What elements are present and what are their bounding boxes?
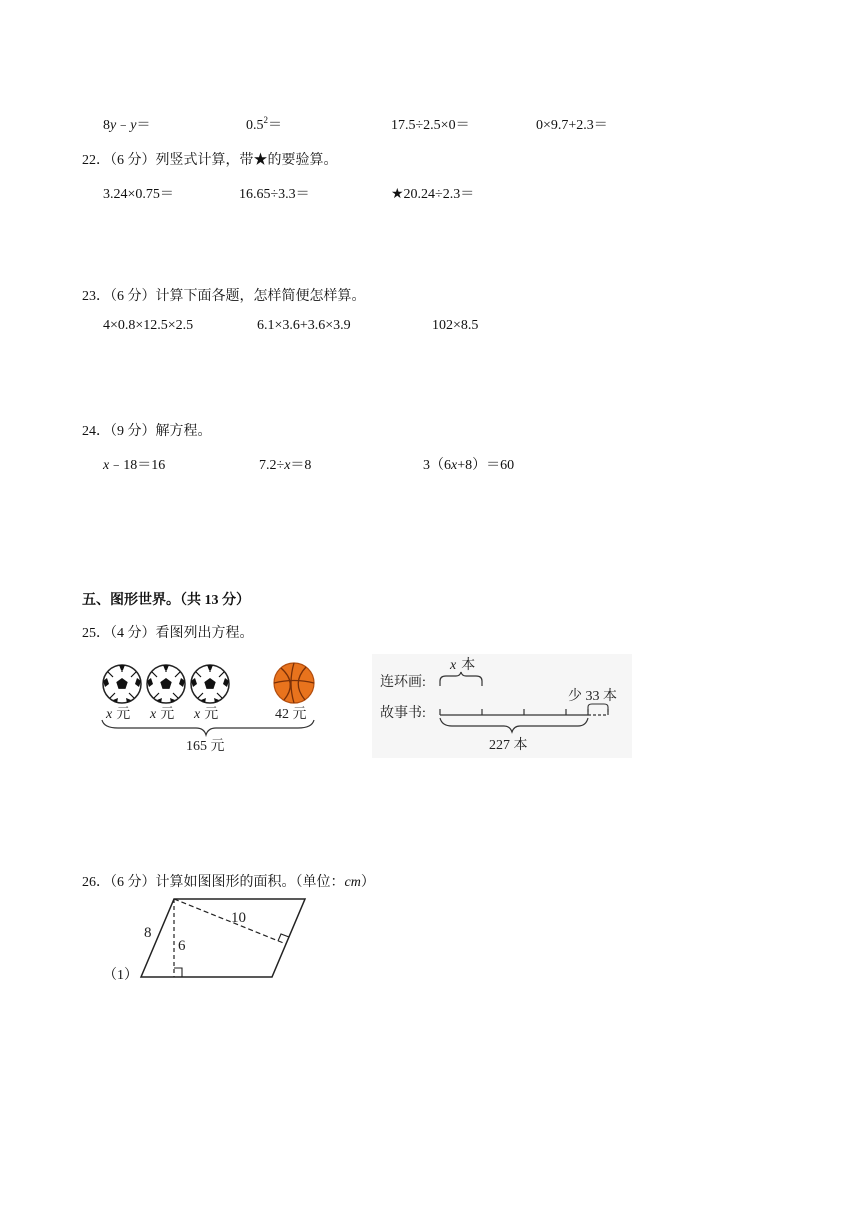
total-brace [102, 720, 314, 735]
unit: cm [344, 875, 361, 890]
var: x [194, 707, 201, 722]
var: x [106, 707, 113, 722]
side-label: 8 [144, 925, 152, 941]
text: ＝ [136, 118, 151, 133]
comic-quantity-label [449, 656, 475, 673]
right-angle-mark [174, 968, 182, 977]
soccer-ball-icon [103, 665, 141, 703]
unit: 元 [116, 707, 131, 722]
var: y [130, 118, 137, 133]
var: x [103, 458, 110, 473]
unit: 元 [204, 707, 219, 722]
height-label: 6 [178, 938, 186, 954]
text: ＝8 [290, 458, 312, 473]
q23-title: 23．（6 分）计算下面各题，怎样简便怎样算。 [82, 289, 366, 304]
story-label: 故事书: [380, 706, 426, 721]
story-total-label: 227 本 [489, 738, 528, 753]
text: ﹣18＝16 [109, 458, 166, 473]
text: ﹣ [116, 118, 131, 133]
soccer-ball-icon [191, 665, 229, 703]
text: +8）＝60 [457, 458, 515, 473]
parallelogram-figure [135, 892, 315, 984]
figure-label: （1） [103, 968, 138, 983]
balls-figure [98, 658, 328, 758]
ball-price-label [105, 706, 130, 722]
soccer-ball-icon [147, 665, 185, 703]
section-5-title: 五、图形世界。（共 13 分） [82, 593, 250, 608]
q25-title: 25．（4 分）看图列出方程。 [82, 626, 254, 641]
text: ） [360, 875, 375, 890]
text: 26．（6 分）计算如图图形的面积。（单位： [82, 875, 345, 890]
q24-title: 24．（9 分）解方程。 [82, 424, 212, 439]
q23-item-2: 6.1×3.6+3.6×3.9 [257, 318, 351, 333]
q22-item-1: 3.24×0.75＝ [103, 187, 174, 202]
text: 0.5 [246, 118, 264, 133]
var: x [150, 707, 157, 722]
ball-price-label [193, 706, 218, 722]
total-price-label: 165 元 [186, 739, 225, 754]
diagonal-height-line [174, 899, 286, 944]
basketball-price-label: 42 元 [275, 707, 307, 722]
q23-item-3: 102×8.5 [432, 318, 479, 333]
var: x [451, 458, 458, 473]
unit: 本 [461, 658, 476, 673]
oral-calc-3: 17.5÷2.5×0＝ [391, 118, 470, 133]
text: 7.2÷ [259, 458, 285, 473]
text: 8 [103, 118, 110, 133]
q22-item-3: ★20.24÷2.3＝ [391, 187, 475, 202]
q22-item-2: 16.65÷3.3＝ [239, 187, 310, 202]
comic-label: 连环画: [380, 675, 426, 690]
var: x [284, 458, 291, 473]
q26-title [82, 871, 375, 891]
ball-price-label [149, 706, 174, 722]
oral-calc-1 [103, 114, 150, 134]
basketball-icon [274, 663, 314, 703]
q24-eq-1 [103, 454, 165, 474]
q24-eq-3 [423, 454, 514, 474]
unit: 元 [160, 707, 175, 722]
oral-calc-2 [246, 114, 282, 134]
text: 3（6 [423, 458, 451, 473]
diagonal-label: 10 [231, 910, 246, 926]
q22-title: 22．（6 分）列竖式计算，带★的要验算。 [82, 153, 338, 168]
exponent: 2 [263, 115, 268, 125]
q23-item-1: 4×0.8×12.5×2.5 [103, 318, 194, 333]
books-figure [372, 654, 632, 758]
oral-calc-4: 0×9.7+2.3＝ [536, 118, 608, 133]
less-label: 少 33 本 [568, 689, 617, 704]
q24-eq-2 [259, 454, 311, 474]
text: ＝ [268, 118, 282, 133]
var: x [450, 658, 457, 673]
var: y [110, 118, 117, 133]
parallelogram [141, 899, 305, 977]
